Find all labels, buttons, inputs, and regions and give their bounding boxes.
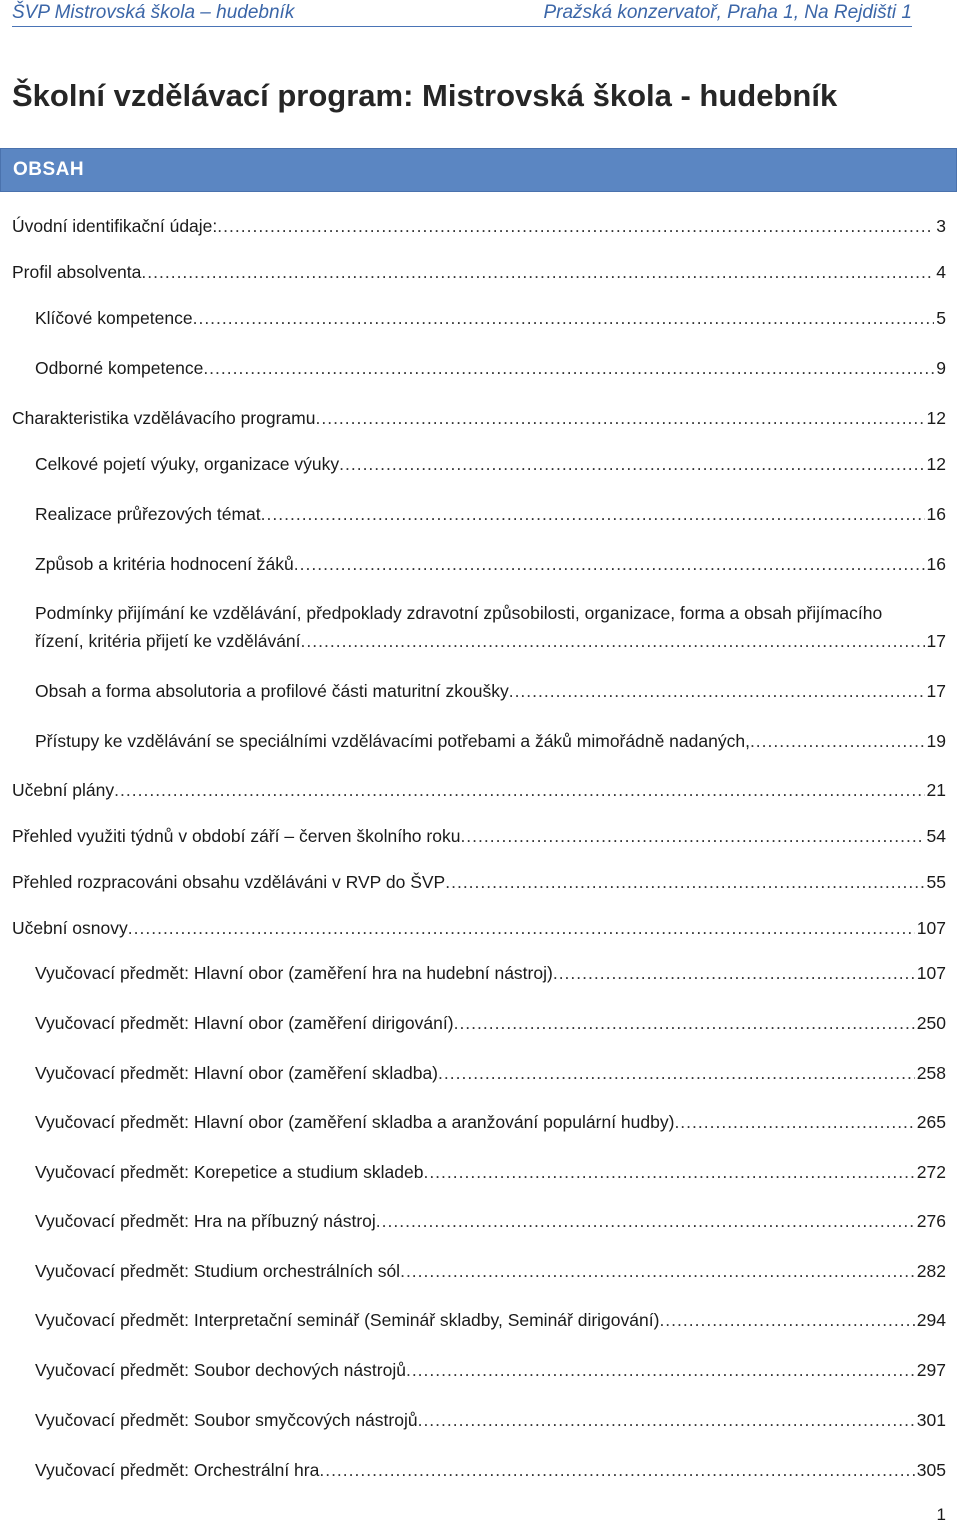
toc-page-number: 301 [916,1410,946,1430]
toc-page-number: 16 [926,554,946,574]
header-left-text: ŠVP Mistrovská škola – hudebník [12,2,295,23]
toc-leader-dots [423,1161,914,1183]
toc-page-number: 12 [926,454,946,474]
toc-page-number: 282 [916,1261,946,1281]
toc-entry-text: Vyučovací předmět: Hra na příbuzný nástroj [35,1211,376,1231]
toc-entry-text: Učební plány [12,780,115,800]
toc-entry-subject-conducting[interactable] [35,1012,946,1034]
toc-page-number: 16 [926,504,946,524]
toc-entry-special-needs[interactable] [35,730,946,752]
toc-entry-text: Klíčové kompetence [35,308,193,328]
toc-page-number: 3 [936,216,946,236]
toc-page-number: 19 [926,731,946,751]
toc-page-number: 17 [926,681,946,701]
toc-entry-text: Profil absolventa [12,262,142,282]
toc-leader-dots [301,630,925,652]
toc-entry-text: Odborné kompetence [35,358,204,378]
toc-entry-text: Vyučovací předmět: Hlavní obor (zaměření skladba a aranžování populární hudby) [35,1112,675,1132]
toc-leader-dots [445,871,924,893]
toc-leader-dots [193,307,935,329]
toc-page-number: 17 [926,631,946,651]
toc-leader-dots [141,261,934,283]
page-number: 1 [936,1505,946,1524]
toc-entry-text: Přístupy ke vzdělávání se speciálními vzdělávacími potřebami a žáků mimořádně nadaných, [35,731,750,751]
toc-entry-subject-interpretation-seminar[interactable] [35,1309,946,1331]
toc-entry-subject-orchestral-play[interactable] [35,1459,946,1481]
toc-leader-dots [509,680,925,702]
toc-entry-final-exam[interactable] [35,680,946,702]
toc-entry-subject-composition[interactable] [35,1062,946,1084]
toc-entry-program-characteristics[interactable] [12,407,946,429]
toc-leader-dots [114,779,924,801]
toc-entry-weeks-overview[interactable] [12,825,946,847]
toc-page-number: 55 [926,872,946,892]
toc-leader-dots [400,1260,915,1282]
toc-page-number: 54 [926,826,946,846]
header-right-text: Pražská konzervatoř, Praha 1, Na Rejdišti 1 [543,2,912,23]
toc-leader-dots [261,503,925,525]
toc-entry-text: Vyučovací předmět: Hlavní obor (zaměření hra na hudební nástroj) [35,963,553,983]
toc-entry-cross-curricular[interactable] [35,503,946,525]
toc-page-number: 21 [926,780,946,800]
running-header [12,0,912,27]
toc-page-number: 258 [916,1063,946,1083]
toc-page-number: 276 [916,1211,946,1231]
toc-entry-text: Celkové pojetí výuky, organizace výuky [35,454,340,474]
toc-leader-dots [339,453,924,475]
toc-leader-dots [438,1062,915,1084]
toc-entry-admission-conditions[interactable] [35,602,946,652]
toc-entry-teaching-concept[interactable] [35,453,946,475]
toc-entry-subject-popular-music[interactable] [35,1111,946,1133]
toc-leader-dots [128,917,915,939]
toc-entry-rvp-overview[interactable] [12,871,946,893]
toc-entry-text: Vyučovací předmět: Soubor smyčcových nástrojů [35,1410,418,1430]
toc-leader-dots [319,1459,914,1481]
toc-entry-text: Vyučovací předmět: Korepetice a studium skladeb [35,1162,424,1182]
toc-entry-text: Realizace průřezových témat [35,504,261,524]
document-title: Školní vzdělávací program: Mistrovská škola - hudebník [12,78,838,113]
toc-page-number: 107 [916,918,946,938]
toc-page-number: 305 [916,1460,946,1480]
toc-entry-text: Vyučovací předmět: Studium orchestrálních sól [35,1261,401,1281]
toc-entry-text: Úvodní identifikační údaje: [12,216,218,236]
toc-entry-text: Obsah a forma absolutoria a profilové části maturitní zkoušky [35,681,509,701]
contents-heading: OBSAH [13,159,85,180]
toc-entry-graduate-profile[interactable] [12,261,946,283]
toc-leader-dots [217,215,934,237]
toc-entry-text: Přehled rozpracováni obsahu vzděláváni v RVP do ŠVP [12,872,446,892]
toc-entry-intro[interactable] [12,215,946,237]
toc-entry-text-first-line: Podmínky přijímání ke vzdělávání, předpoklady zdravotní způsobilosti, organizace, forma a obsah přijímacího [35,603,883,623]
toc-leader-dots [418,1409,915,1431]
toc-page-number: 9 [936,358,946,378]
toc-entry-subject-orchestral-solos[interactable] [35,1260,946,1282]
toc-entry-text: Způsob a kritéria hodnocení žáků [35,554,294,574]
toc-leader-dots [203,357,934,379]
toc-entry-subject-correpetition[interactable] [35,1161,946,1183]
toc-entry-text: Přehled využiti týdnů v období září – červen školního roku [12,826,461,846]
toc-entry-subject-related-instrument[interactable] [35,1210,946,1232]
toc-leader-dots [674,1111,914,1133]
toc-leader-dots [315,407,924,429]
toc-entry-assessment[interactable] [35,553,946,575]
toc-leader-dots [659,1309,914,1331]
toc-entry-text: řízení, kritéria přijetí ke vzdělávání [35,631,301,651]
toc-entry-text: Vyučovací předmět: Hlavní obor (zaměření dirigování) [35,1013,454,1033]
toc-page-number: 5 [936,308,946,328]
toc-leader-dots [460,825,924,847]
toc-entry-text: Učební osnovy [12,918,128,938]
toc-entry-curriculum-plans[interactable] [12,779,946,801]
toc-entry-text: Vyučovací předmět: Interpretační seminář (Seminář skladby, Seminář dirigování) [35,1310,660,1330]
toc-leader-dots [553,962,915,984]
toc-leader-dots [376,1210,915,1232]
toc-leader-dots [294,553,925,575]
toc-entry-subject-wind-ensemble[interactable] [35,1359,946,1381]
contents-banner [0,148,957,192]
toc-page-number: 294 [916,1310,946,1330]
toc-entry-key-competences[interactable] [35,307,946,329]
toc-page-number: 12 [926,408,946,428]
toc-leader-dots [406,1359,915,1381]
toc-leader-dots [454,1012,915,1034]
toc-entry-subject-string-ensemble[interactable] [35,1409,946,1431]
toc-entry-text: Vyučovací předmět: Orchestrální hra [35,1460,320,1480]
toc-page-number: 250 [916,1013,946,1033]
toc-leader-dots [750,730,925,752]
toc-page-number: 4 [936,262,946,282]
toc-entry-professional-competences[interactable] [35,357,946,379]
toc-page-number: 297 [916,1360,946,1380]
toc-page-number: 272 [916,1162,946,1182]
toc-entry-text: Vyučovací předmět: Hlavní obor (zaměření skladba) [35,1063,439,1083]
toc-entry-subject-instrument[interactable] [35,962,946,984]
toc-entry-syllabi[interactable] [12,917,946,939]
toc-page-number: 107 [916,963,946,983]
toc-entry-text: Vyučovací předmět: Soubor dechových nástrojů [35,1360,406,1380]
toc-entry-text: Charakteristika vzdělávacího programu [12,408,316,428]
toc-page-number: 265 [916,1112,946,1132]
